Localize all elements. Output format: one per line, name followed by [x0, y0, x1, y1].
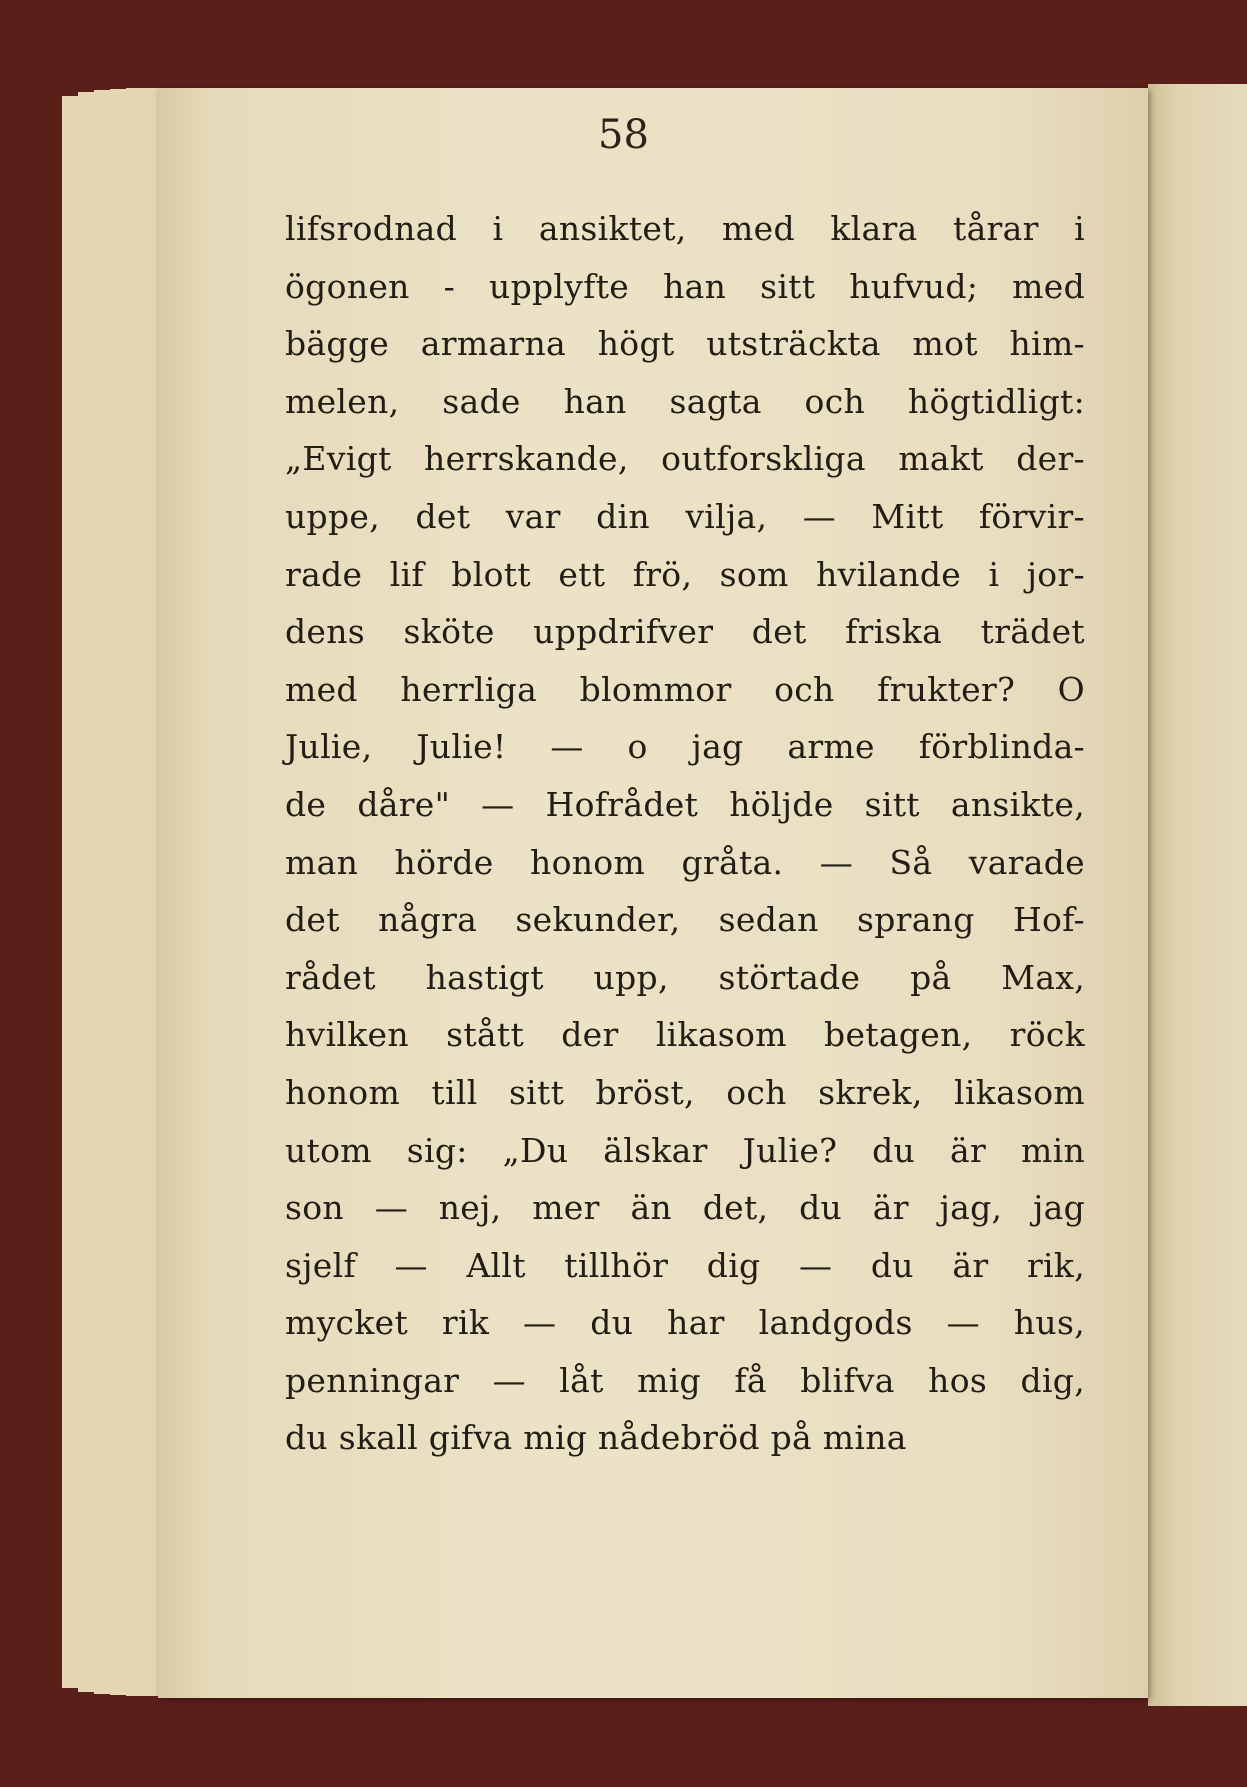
text-line: „Evigt herrskande, outforskliga makt der-: [285, 439, 1085, 479]
body-text: [285, 200, 1085, 1467]
text-line: Julie, Julie! — o jag arme förblinda-: [285, 727, 1085, 767]
text-line: uppe, det var din vilja, — Mitt förvir-: [285, 496, 1085, 536]
text-line: honom till sitt bröst, och skrek, likasom: [285, 1072, 1085, 1112]
facing-page: [1148, 84, 1247, 1706]
text-line: hvilken stått der likasom betagen, röck: [285, 1015, 1085, 1055]
page-number: 58: [598, 112, 649, 158]
text-line: med herrliga blommor och frukter? O: [285, 669, 1085, 709]
text-line: rådet hastigt upp, störtade på Max,: [285, 957, 1085, 997]
text-line: melen, sade han sagta och högtidligt:: [285, 381, 1085, 421]
text-line: dens sköte uppdrifver det friska trädet: [285, 612, 1085, 652]
text-line: penningar — låt mig få blifva hos dig,: [285, 1360, 1085, 1400]
text-line: utom sig: „Du älskar Julie? du är min: [285, 1130, 1085, 1170]
text-line: ögonen - upplyfte han sitt hufvud; med: [285, 266, 1085, 306]
text-line: mycket rik — du har landgods — hus,: [285, 1303, 1085, 1343]
text-line: de dåre" — Hofrådet höljde sitt ansikte,: [285, 784, 1085, 824]
page-edge-5: [126, 88, 161, 1696]
text-line: du skall gifva mig nådebröd på mina: [285, 1418, 907, 1458]
text-line: bägge armarna högt utsträckta mot him-: [285, 324, 1085, 364]
text-line: son — nej, mer än det, du är jag, jag: [285, 1188, 1085, 1228]
text-line: rade lif blott ett frö, som hvilande i jor-: [285, 554, 1085, 594]
text-line: lifsrodnad i ansiktet, med klara tårar i: [285, 209, 1085, 248]
text-line: sjelf — Allt tillhör dig — du är rik,: [285, 1245, 1085, 1285]
text-line: man hörde honom gråta. — Så varade: [285, 842, 1085, 882]
text-line: det några sekunder, sedan sprang Hof-: [285, 900, 1085, 940]
